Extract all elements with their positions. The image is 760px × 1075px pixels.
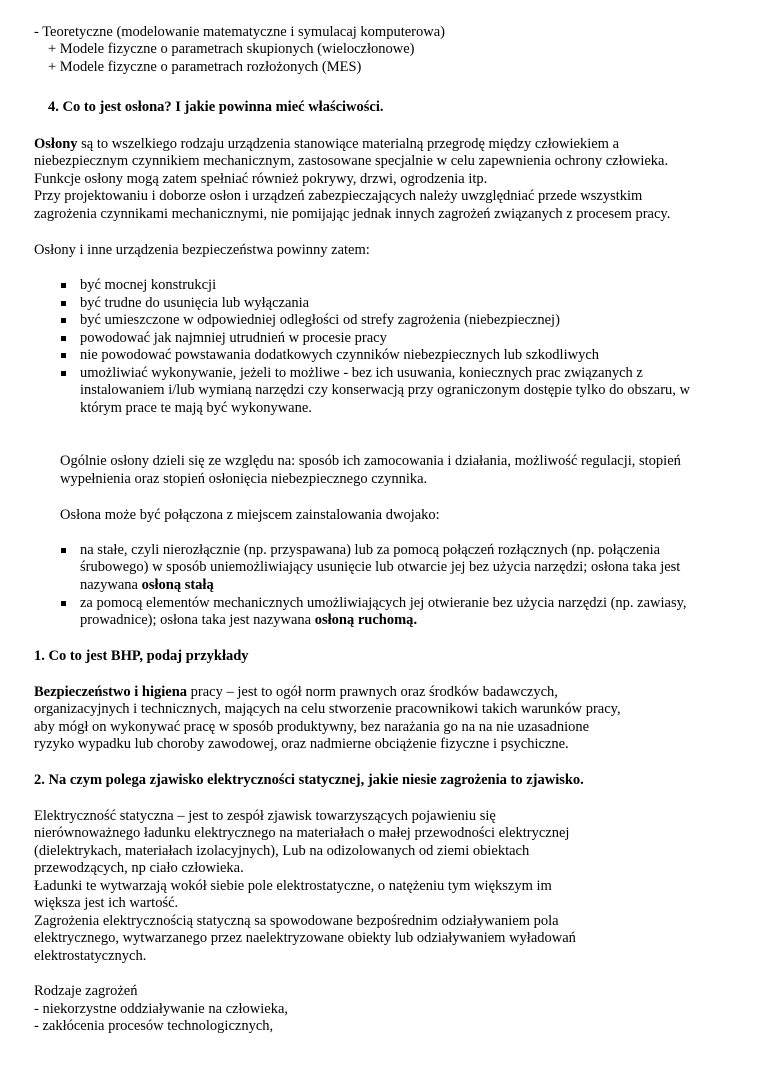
list-item: nie powodować powstawania dodatkowych czynników niebezpiecznych lub szkodliwych (80, 347, 600, 363)
paragraph-line: Rodzaje zagrożeń (34, 983, 138, 999)
bullet-icon (61, 371, 66, 376)
paragraph-line: (dielektrykach, materiałach izolacyjnych), Lub na odizolowanych od ziemi obiektach (34, 843, 530, 859)
paragraph-line: Elektryczność statyczna – jest to zespół zjawisk towarzyszących pojawieniu się (34, 808, 496, 824)
term-oslona-stala: osłoną stałą (141, 577, 214, 593)
section-heading-q1: 1. Co to jest BHP, podaj przykłady (34, 648, 249, 664)
paragraph-line: Przy projektowaniu i doborze osłon i urządzeń zabezpieczających należy uwzględniać przede wszystkim (34, 188, 643, 204)
bullet-icon (61, 283, 66, 288)
bullet-icon (61, 301, 66, 306)
paragraph-line: Ogólnie osłony dzieli się ze względu na: sposób ich zamocowania i działania, możliwość regulacji, stopień (60, 453, 681, 469)
paragraph-line: niebezpiecznym czynnikiem mechanicznym, zastosowane specjalnie w celu zapewnienia ochrony człowieka. (34, 153, 669, 169)
paragraph-line: Funkcje osłony mogą zatem spełniać również pokrywy, drzwi, ogrodzenia itp. (34, 171, 488, 187)
list-item: być umieszczone w odpowiedniej odległości od strefy zagrożenia (niebezpiecznej) (80, 312, 560, 328)
list-item: na stałe, czyli nierozłącznie (np. przyspawana) lub za pomocą połączeń rozłącznych (np. połączenia (80, 542, 661, 558)
top-list-item: + Modele fizyczne o parametrach rozłożonych (MES) (48, 59, 362, 75)
section-heading-q2: 2. Na czym polega zjawisko elektryczności statycznej, jakie niesie zagrożenia to zjawisko. (34, 772, 584, 788)
paragraph-line: aby mógł on wykonywać pracę w sposób produktywny, bez narażania go na na nie uzasadnione (34, 719, 590, 735)
paragraph-line: Zagrożenia elektrycznością statyczną sa spowodowane bezpośrednim odziaływaniem pola (34, 913, 559, 929)
list-item-continuation (80, 577, 214, 595)
section-heading-q4: 4. Co to jest osłona? I jakie powinna mieć właściwości. (48, 99, 384, 115)
list-item-continuation (80, 612, 417, 630)
bullet-icon (61, 336, 66, 341)
paragraph-line: organizacyjnych i technicznych, mających na celu stworzenie pracownikowi takich warunków pracy, (34, 701, 621, 717)
bullet-icon (61, 353, 66, 358)
term-oslona-ruchoma: osłoną ruchomą (314, 612, 414, 628)
term-bhp: Bezpieczeństwo i higiena (34, 684, 188, 700)
list-item: być trudne do usunięcia lub wyłączania (80, 295, 310, 311)
bullet-icon (61, 548, 66, 553)
list-item: powodować jak najmniej utrudnień w procesie pracy (80, 330, 387, 346)
top-list-item: - Teoretyczne (modelowanie matematyczne i symulacaj komputerowa) (34, 24, 445, 40)
top-list-item: + Modele fizyczne o parametrach skupionych (wieloczłonowe) (48, 41, 415, 57)
list-item: - zakłócenia procesów technologicznych, (34, 1018, 274, 1034)
paragraph-line: zagrożenia czynnikami mechanicznymi, nie pomijając jednak innych zagrożeń związanych z procesem pracy. (34, 206, 671, 222)
paragraph-line (34, 136, 619, 154)
list-item-continuation: instalowaniem i/lub wymianą narzędzi czy konserwacją przy ograniczonym dostępie tylko do obszaru, w (80, 382, 691, 398)
paragraph-line: większa jest ich wartość. (34, 895, 179, 911)
paragraph-line (34, 684, 558, 702)
paragraph-line: wypełnienia oraz stopień osłonięcia niebezpiecznego czynnika. (60, 471, 428, 487)
list-item: być mocnej konstrukcji (80, 277, 217, 293)
list-item: za pomocą elementów mechanicznych umożliwiających jej otwieranie bez użycia narzędzi (np. zawiasy, (80, 595, 687, 611)
paragraph-text: są to wszelkiego rodzaju urządzenia stanowiące materialną przegrodę między człowiekiem a (77, 136, 619, 152)
paragraph-line: przewodzących, np ciało człowieka. (34, 860, 244, 876)
paragraph-line: nierównoważnego ładunku elektrycznego na materiałach o małej przewodności elektrycznej (34, 825, 570, 841)
list-item-text: nazywana (80, 577, 142, 593)
period: . (413, 612, 418, 628)
list-item-text: prowadnice); osłona taka jest nazywana (80, 612, 315, 628)
list-item-continuation: którym prace te mają być wykonywane. (80, 400, 312, 416)
list-item: umożliwiać wykonywanie, jeżeli to możliwe - bez ich usuwania, koniecznych prac związanych z (80, 365, 643, 381)
list-item-continuation: śrubowego) w sposób uniemożliwiający usunięcie lub otwarcie jej bez użycia narzędzi; osłona taka jest (80, 559, 681, 575)
list-intro: Osłony i inne urządzenia bezpieczeństwa powinny zatem: (34, 242, 370, 258)
paragraph-line: elektrycznego, wytwarzanego przez naelektryzowane obiekty lub odziaływaniem wyładowań (34, 930, 576, 946)
paragraph-line: Ładunki te wytwarzają wokół siebie pole elektrostatyczne, o natężeniu tym większym im (34, 878, 552, 894)
paragraph-line: Osłona może być połączona z miejscem zainstalowania dwojako: (60, 507, 440, 523)
paragraph-line: elektrostatycznych. (34, 948, 147, 964)
paragraph-text: pracy – jest to ogół norm prawnych oraz środków badawczych, (187, 684, 558, 700)
list-item: - niekorzystne oddziaływanie na człowieka, (34, 1001, 289, 1017)
term-oslony: Osłony (34, 136, 78, 152)
bullet-icon (61, 601, 66, 606)
bullet-icon (61, 318, 66, 323)
paragraph-line: ryzyko wypadku lub choroby zawodowej, oraz nadmierne obciążenie fizyczne i psychiczne. (34, 736, 569, 752)
